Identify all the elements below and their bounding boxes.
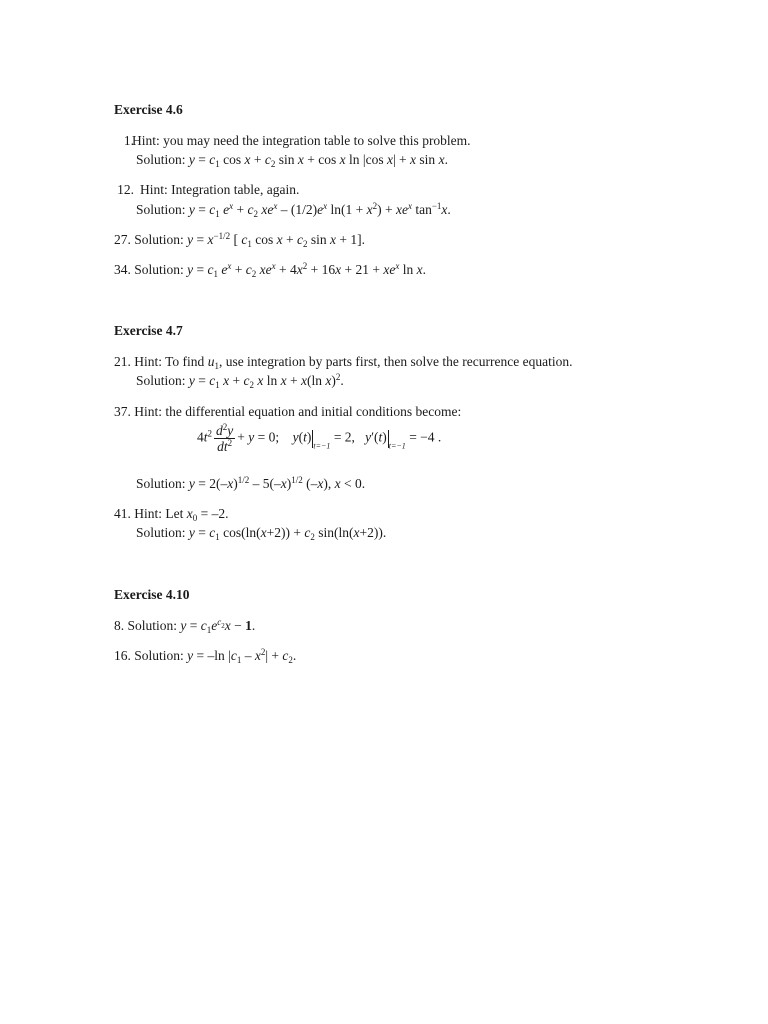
problem-41-solution: Solution: $y = c_1$ $\cos(\ln(x+2)) + c_2$ sin(ln(x+2)). — [136, 525, 387, 542]
problem-12-solution: Solution: $y = c_1$ $e^x + c_2$ $xe^x - (1/2)e^x$ $\ln(1 + x^2) + xe^x$ $\tan^{-1}x$. — [136, 201, 451, 219]
problem-34-solution: 34. Solution: $y = c_1$ $e^x + c_2$ $xe^x + 4x^2 + 16x + 21 + xe^x$ ln x. — [114, 261, 426, 279]
section-heading-4-7: Exercise 4.7 — [114, 323, 183, 338]
problem-41-hint: 41. Hint: Let $x_0 = -2$. — [114, 506, 229, 523]
problem-21-hint: 21. Hint: To find $u_1$, use integration by parts first, then solve the recurrence equation. — [114, 354, 573, 371]
problem-21-solution: Solution: $y = c_1$ $x + c_2$ x ln x + x(ln x)$^2$. — [136, 372, 344, 390]
problem-37-solution: Solution: $y = 2(-x)^{1/2} - 5(-x)^{1/2}$ (–x), x < 0. — [136, 475, 366, 491]
problem-8-solution: 8. Solution: $y = c_1e^{c_2}x - 1$. — [114, 617, 256, 635]
problem-1-solution: Solution: $y = c_1$ $\cos x + c_2$ sin x + cos x ln |cos x| + x sin x. — [136, 152, 448, 169]
document-page: Exercise 4.6 1. Hint: you may need the integration table to solve this problem. Solution: $y = c_1$ $\cos x + c_2$ sin x + cos x ln |cos x| + x sin x. 12. Hint: Integration table, again. Solution: $y = c_1$ $e^x + c_2$ $xe^x - (1/2)e^x$ $\ln(1 + x^2) + xe^x$ $\tan^{-1}x$. 27. Solution: $y = x^{-1/2}$ [ $c_1$ $\cos x + c_2$ sin x + 1]. 34. Solution: $y = c_1$ $e^x + c_2$ $xe^x + 4x^2 + 16x + 21 + xe^x$ ln x. Exercise 4.7 21. Hint: To find $u_1$, use integration by parts first, then solve the recurrence equation. Solution: $y = c_1$ $x + c_2$ x ln x + x(ln x)$^2$. 37. Hint: the differential equation and initial conditions become: $4t^2$ $\frac{d^2y}{dt^2}$ + y = 0; $y(t)_{t=-1} = 2$, $y'(t)_{t=-1} = -4$ . Solution: $y = 2(-x)^{1/2} - 5(-x)^{1/2}$ (–x), x < 0. 41. Hint: Let $x_0 = -2$. Solution: $y = c_1$ $\cos(\ln(x+2)) + c_2$ sin(ln(x+2)). Exercise 4.10 8. Solution: $y = c_1e^{c_2}x - 1$. 16. Solution: y = –ln $|c_1 - x^2| + c_2$. — [114, 102, 573, 665]
problem-37-equation: $4t^2$ $\frac{d^2y}{dt^2}$ + y = 0; $y(t)_{t=-1} = 2$, $y'(t)_{t=-1} = -4$ . — [197, 422, 442, 454]
problem-37-hint: 37. Hint: the differential equation and initial conditions become: — [114, 404, 462, 419]
problem-27-solution: 27. Solution: $y = x^{-1/2}$ [ $c_1$ $\cos x + c_2$ sin x + 1]. — [114, 231, 365, 249]
section-heading-4-10: Exercise 4.10 — [114, 587, 190, 602]
section-heading-4-6: Exercise 4.6 — [114, 102, 183, 117]
problem-16-solution: 16. Solution: y = –ln $|c_1 - x^2| + c_2$. — [114, 647, 297, 665]
